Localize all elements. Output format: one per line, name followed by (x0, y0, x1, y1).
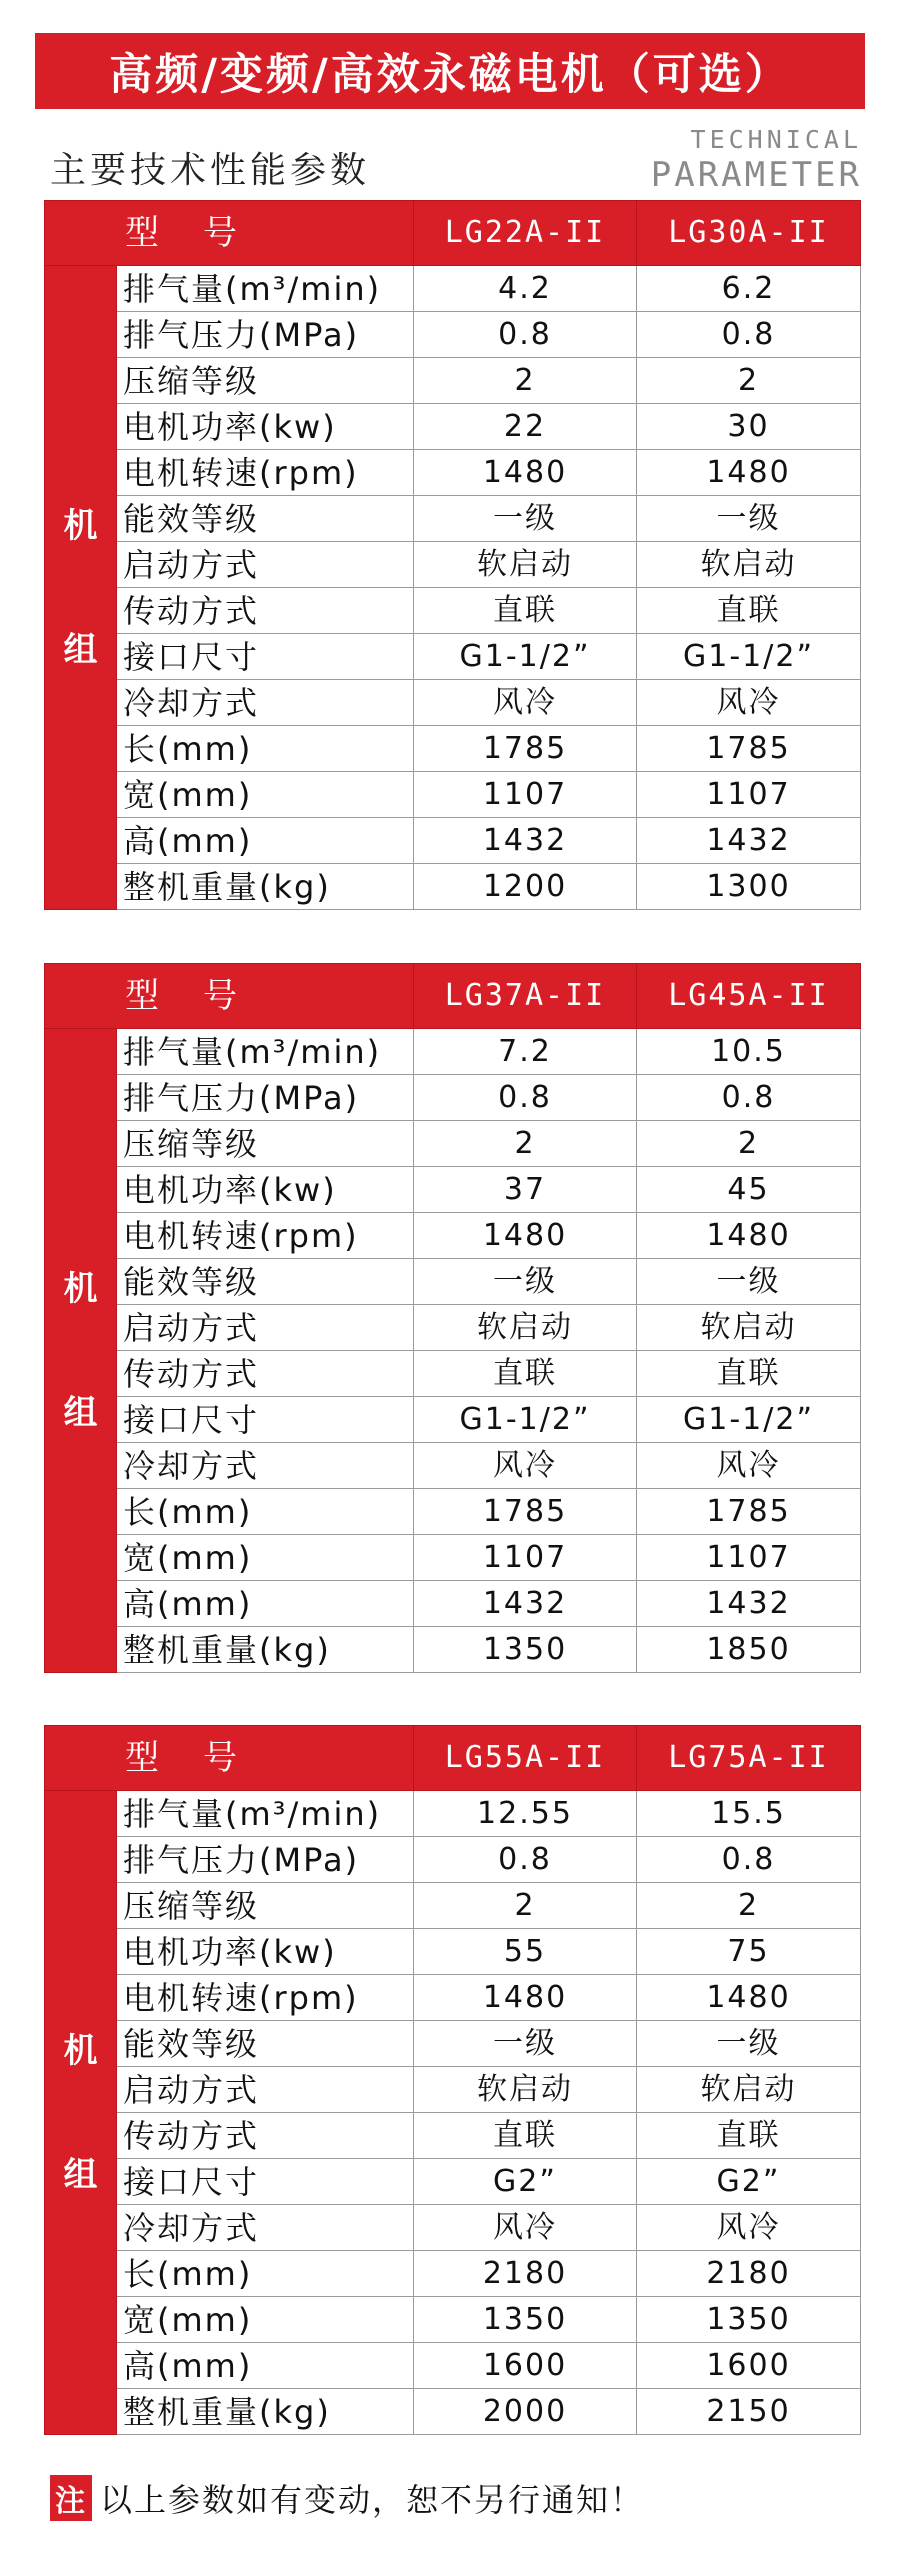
table-header-row (45, 964, 861, 1029)
param-value: 4.2 (414, 266, 637, 312)
spec-table-3 (44, 1725, 861, 2435)
table-row (45, 358, 861, 404)
param-label: 电机功率(kw) (117, 1167, 414, 1213)
side-char-zu: 组 (63, 1392, 98, 1433)
param-value: 15.5 (637, 1791, 861, 1837)
param-label: 电机转速(rpm) (117, 450, 414, 496)
param-label: 长(mm) (117, 726, 414, 772)
param-value: 1600 (637, 2343, 861, 2389)
param-value: 0.8 (637, 312, 861, 358)
param-value: 软启动 (414, 542, 637, 588)
param-value: 2 (637, 358, 861, 404)
param-value: 7.2 (414, 1029, 637, 1075)
param-value: G2” (414, 2159, 637, 2205)
table-row (45, 450, 861, 496)
param-label: 能效等级 (117, 2021, 414, 2067)
spec-table-2 (44, 963, 861, 1673)
param-value: 2 (414, 1883, 637, 1929)
param-value: 2 (637, 1121, 861, 1167)
footnote (50, 2475, 644, 2521)
param-value: 1350 (414, 1627, 637, 1673)
title-banner (35, 33, 865, 109)
param-label: 排气压力(MPa) (117, 1075, 414, 1121)
param-value: 30 (637, 404, 861, 450)
param-label: 整机重量(kg) (117, 2389, 414, 2435)
param-value: 直联 (637, 588, 861, 634)
param-value: 一级 (414, 1259, 637, 1305)
table-row (45, 1075, 861, 1121)
param-value: 1850 (637, 1627, 861, 1673)
param-value: 1432 (637, 818, 861, 864)
param-value: 软启动 (637, 1305, 861, 1351)
param-value: 1785 (637, 1489, 861, 1535)
param-label: 启动方式 (117, 542, 414, 588)
param-label: 冷却方式 (117, 2205, 414, 2251)
param-value: 2 (414, 1121, 637, 1167)
table-row (45, 726, 861, 772)
param-label: 接口尺寸 (117, 1397, 414, 1443)
table-row (45, 1791, 861, 1837)
param-value: 2180 (414, 2251, 637, 2297)
table-row (45, 2205, 861, 2251)
table-row (45, 1259, 861, 1305)
param-label: 启动方式 (117, 1305, 414, 1351)
param-value: 软启动 (414, 2067, 637, 2113)
param-value: 1785 (414, 1489, 637, 1535)
banner-title: 高频/变频/高效永磁电机（可选） (109, 49, 791, 100)
spec-table-1 (44, 200, 861, 910)
param-label: 冷却方式 (117, 1443, 414, 1489)
param-label: 长(mm) (117, 2251, 414, 2297)
param-label: 整机重量(kg) (117, 1627, 414, 1673)
param-label: 排气压力(MPa) (117, 312, 414, 358)
unit-side-label (45, 1029, 117, 1673)
param-value: 0.8 (414, 1075, 637, 1121)
param-label: 高(mm) (117, 818, 414, 864)
param-label: 压缩等级 (117, 1121, 414, 1167)
param-value: 1480 (637, 450, 861, 496)
param-label: 排气压力(MPa) (117, 1837, 414, 1883)
param-value: 0.8 (414, 1837, 637, 1883)
side-char-zu: 组 (63, 629, 98, 670)
param-value: 12.55 (414, 1791, 637, 1837)
param-value: 0.8 (637, 1075, 861, 1121)
model-name: LG45A-II (637, 964, 861, 1029)
param-value: 直联 (414, 2113, 637, 2159)
param-label: 传动方式 (117, 588, 414, 634)
table-row (45, 772, 861, 818)
table-row (45, 542, 861, 588)
param-label: 接口尺寸 (117, 634, 414, 680)
model-name: LG37A-II (414, 964, 637, 1029)
param-value: 1480 (637, 1213, 861, 1259)
model-name: LG55A-II (414, 1726, 637, 1791)
param-label: 接口尺寸 (117, 2159, 414, 2205)
param-label: 高(mm) (117, 2343, 414, 2389)
param-value: 1200 (414, 864, 637, 910)
param-value: 风冷 (414, 1443, 637, 1489)
note-badge: 注 (50, 2475, 92, 2521)
param-label: 冷却方式 (117, 680, 414, 726)
param-value: G1-1/2” (414, 634, 637, 680)
param-value: 直联 (637, 2113, 861, 2159)
table-row (45, 2297, 861, 2343)
param-value: 软启动 (637, 2067, 861, 2113)
table-row (45, 1837, 861, 1883)
param-label: 压缩等级 (117, 1883, 414, 1929)
param-value: 1480 (414, 1975, 637, 2021)
param-value: 直联 (414, 1351, 637, 1397)
table-row (45, 2343, 861, 2389)
side-char-ji: 机 (63, 2030, 98, 2071)
param-label: 启动方式 (117, 2067, 414, 2113)
param-value: 1350 (414, 2297, 637, 2343)
param-label: 能效等级 (117, 1259, 414, 1305)
param-label: 排气量(m³/min) (117, 1791, 414, 1837)
table-row (45, 1883, 861, 1929)
model-header-label: 型号 (45, 1726, 414, 1791)
param-value: 55 (414, 1929, 637, 1975)
param-value: 风冷 (414, 680, 637, 726)
param-value: 75 (637, 1929, 861, 1975)
param-label: 电机功率(kw) (117, 404, 414, 450)
param-value: 一级 (637, 1259, 861, 1305)
param-value: 一级 (637, 496, 861, 542)
table-row (45, 2021, 861, 2067)
param-value: G2” (637, 2159, 861, 2205)
param-value: 1432 (637, 1581, 861, 1627)
param-value: 1432 (414, 1581, 637, 1627)
param-label: 整机重量(kg) (117, 864, 414, 910)
table-row (45, 680, 861, 726)
technical-parameter-label (650, 125, 862, 195)
param-value: 风冷 (414, 2205, 637, 2251)
param-label: 排气量(m³/min) (117, 1029, 414, 1075)
param-value: 1107 (414, 1535, 637, 1581)
param-label: 电机转速(rpm) (117, 1975, 414, 2021)
param-value: 0.8 (414, 312, 637, 358)
table-row (45, 634, 861, 680)
table-row (45, 2067, 861, 2113)
param-label: 电机功率(kw) (117, 1929, 414, 1975)
table-row (45, 496, 861, 542)
table-row (45, 818, 861, 864)
table-row (45, 2389, 861, 2435)
param-value: 6.2 (637, 266, 861, 312)
model-header-label: 型号 (45, 201, 414, 266)
unit-side-label (45, 266, 117, 910)
param-value: 一级 (414, 2021, 637, 2067)
table-row (45, 1167, 861, 1213)
table-row (45, 312, 861, 358)
param-value: 1107 (414, 772, 637, 818)
param-value: 1785 (414, 726, 637, 772)
param-label: 电机转速(rpm) (117, 1213, 414, 1259)
param-value: 一级 (637, 2021, 861, 2067)
parameter-text: PARAMETER (650, 155, 862, 195)
param-value: 风冷 (637, 2205, 861, 2251)
table-row (45, 2159, 861, 2205)
table-row (45, 1627, 861, 1673)
section-subheading: 主要技术性能参数 (50, 150, 371, 191)
table-header-row (45, 201, 861, 266)
table-header-row (45, 1726, 861, 1791)
side-char-zu: 组 (63, 2154, 98, 2195)
param-value: 1300 (637, 864, 861, 910)
model-name: LG22A-II (414, 201, 637, 266)
param-value: 1480 (637, 1975, 861, 2021)
param-value: 1785 (637, 726, 861, 772)
table-row (45, 1397, 861, 1443)
param-label: 排气量(m³/min) (117, 266, 414, 312)
param-label: 宽(mm) (117, 1535, 414, 1581)
note-text: 以上参数如有变动，恕不另行通知！ (100, 2481, 645, 2519)
param-value: 0.8 (637, 1837, 861, 1883)
param-value: 软启动 (414, 1305, 637, 1351)
technical-text: TECHNICAL (690, 125, 862, 154)
param-label: 长(mm) (117, 1489, 414, 1535)
table-row (45, 1121, 861, 1167)
table-row (45, 1213, 861, 1259)
param-value: 2150 (637, 2389, 861, 2435)
param-value: 22 (414, 404, 637, 450)
param-label: 能效等级 (117, 496, 414, 542)
param-value: 1107 (637, 1535, 861, 1581)
table-row (45, 1305, 861, 1351)
table-row (45, 864, 861, 910)
param-value: 2180 (637, 2251, 861, 2297)
param-value: G1-1/2” (637, 634, 861, 680)
param-label: 传动方式 (117, 2113, 414, 2159)
param-label: 宽(mm) (117, 772, 414, 818)
param-value: 一级 (414, 496, 637, 542)
table-row (45, 1029, 861, 1075)
param-value: 2 (637, 1883, 861, 1929)
param-value: 1350 (637, 2297, 861, 2343)
model-name: LG75A-II (637, 1726, 861, 1791)
param-value: 1480 (414, 450, 637, 496)
table-row (45, 1535, 861, 1581)
table-row (45, 1351, 861, 1397)
side-char-ji: 机 (63, 1268, 98, 1309)
param-value: 1600 (414, 2343, 637, 2389)
param-label: 高(mm) (117, 1581, 414, 1627)
param-value: 1480 (414, 1213, 637, 1259)
param-value: 1107 (637, 772, 861, 818)
param-value: 软启动 (637, 542, 861, 588)
table-row (45, 404, 861, 450)
param-value: 直联 (637, 1351, 861, 1397)
table-row (45, 1581, 861, 1627)
param-value: 直联 (414, 588, 637, 634)
side-char-ji: 机 (63, 505, 98, 546)
model-header-label: 型号 (45, 964, 414, 1029)
param-value: 45 (637, 1167, 861, 1213)
param-label: 传动方式 (117, 1351, 414, 1397)
model-name: LG30A-II (637, 201, 861, 266)
table-row (45, 1929, 861, 1975)
table-row (45, 588, 861, 634)
param-value: G1-1/2” (637, 1397, 861, 1443)
param-value: 37 (414, 1167, 637, 1213)
param-value: 2 (414, 358, 637, 404)
table-row (45, 1489, 861, 1535)
table-row (45, 2251, 861, 2297)
table-row (45, 266, 861, 312)
param-value: 2000 (414, 2389, 637, 2435)
param-value: 10.5 (637, 1029, 861, 1075)
table-row (45, 2113, 861, 2159)
param-value: 风冷 (637, 680, 861, 726)
unit-side-label (45, 1791, 117, 2435)
param-value: G1-1/2” (414, 1397, 637, 1443)
param-label: 宽(mm) (117, 2297, 414, 2343)
table-row (45, 1975, 861, 2021)
param-label: 压缩等级 (117, 358, 414, 404)
param-value: 风冷 (637, 1443, 861, 1489)
table-row (45, 1443, 861, 1489)
param-value: 1432 (414, 818, 637, 864)
